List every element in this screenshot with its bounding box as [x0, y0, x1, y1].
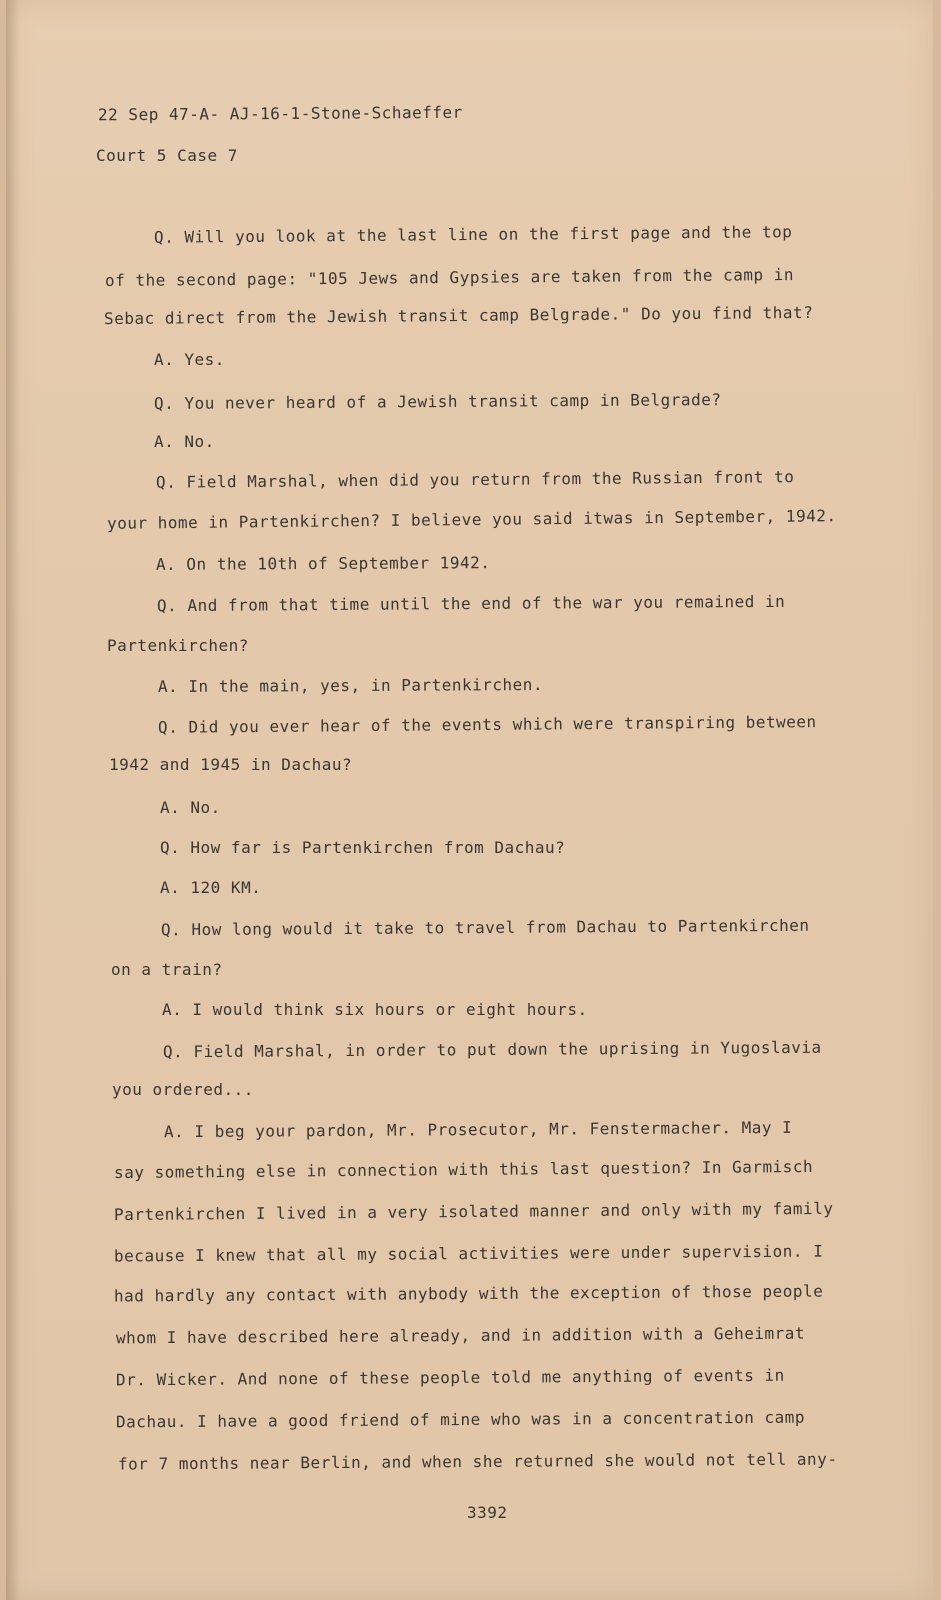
transcript-line: A. Yes.: [154, 350, 225, 369]
transcript-line: A. On the 10th of September 1942.: [155, 553, 491, 574]
transcript-line: A. I beg your pardon, Mr. Prosecutor, Mr. Fenstermacher. May I: [163, 1117, 793, 1142]
transcript-line: your home in Partenkirchen? I believe you said itwas in September, 1942.: [106, 506, 837, 533]
transcript-line: on a train?: [111, 960, 223, 979]
transcript-line: had hardly any contact with anybody with the exception of those people: [113, 1281, 824, 1306]
transcript-line: A. No.: [154, 432, 215, 451]
page-edge-shadow: [6, 0, 20, 1600]
transcript-line: A. I would think six hours or eight hours.: [162, 1000, 588, 1019]
transcript-line: Q. You never heard of a Jewish transit camp in Belgrade?: [153, 390, 722, 413]
transcript-line: Q. And from that time until the end of the war you remained in: [156, 591, 786, 616]
transcript-line: Dachau. I have a good friend of mine who was in a concentration camp: [115, 1407, 806, 1432]
header-court: Court 5 Case 7: [96, 146, 238, 165]
transcript-line: Q. How long would it take to travel from Dachau to Partenkirchen: [160, 915, 810, 940]
transcript-line: A. In the main, yes, in Partenkirchen.: [157, 674, 544, 697]
page-number: 3392: [467, 1503, 508, 1522]
transcript-line: you ordered...: [112, 1080, 254, 1099]
header-reference: 22 Sep 47-A- AJ-16-1-Stone-Schaeffer: [97, 102, 463, 125]
transcript-line: A. No.: [160, 798, 221, 817]
transcript-line: of the second page: "105 Jews and Gypsies are taken from the camp in: [104, 264, 795, 291]
transcript-line: Q. Field Marshal, when did you return from the Russian front to: [155, 467, 795, 492]
document-page: [6, 0, 933, 1600]
transcript-line: A. 120 KM.: [160, 878, 262, 897]
transcript-line: for 7 months near Berlin, and when she returned she would not tell any-: [117, 1449, 838, 1474]
transcript-line: because I knew that all my social activities were under supervision. I: [113, 1241, 824, 1266]
transcript-line: 1942 and 1945 in Dachau?: [109, 755, 353, 774]
transcript-line: Q. Will you look at the last line on the first page and the top: [153, 222, 793, 247]
transcript-line: Q. How far is Partenkirchen from Dachau?: [160, 838, 566, 857]
transcript-line: Sebac direct from the Jewish transit camp Belgrade." Do you find that?: [103, 302, 814, 329]
transcript-line: Q. Field Marshal, in order to put down the uprising in Yugoslavia: [162, 1037, 822, 1062]
transcript-line: Dr. Wicker. And none of these people told me anything of events in: [115, 1365, 785, 1390]
transcript-line: Q. Did you ever hear of the events which were transpiring between: [157, 712, 817, 737]
transcript-line: Partenkirchen?: [107, 636, 249, 655]
transcript-line: say something else in connection with this last question? In Garmisch: [113, 1156, 814, 1183]
transcript-line: Partenkirchen I lived in a very isolated manner and only with my family: [113, 1198, 834, 1225]
transcript-line: whom I have described here already, and in addition with a Geheimrat: [115, 1323, 806, 1348]
